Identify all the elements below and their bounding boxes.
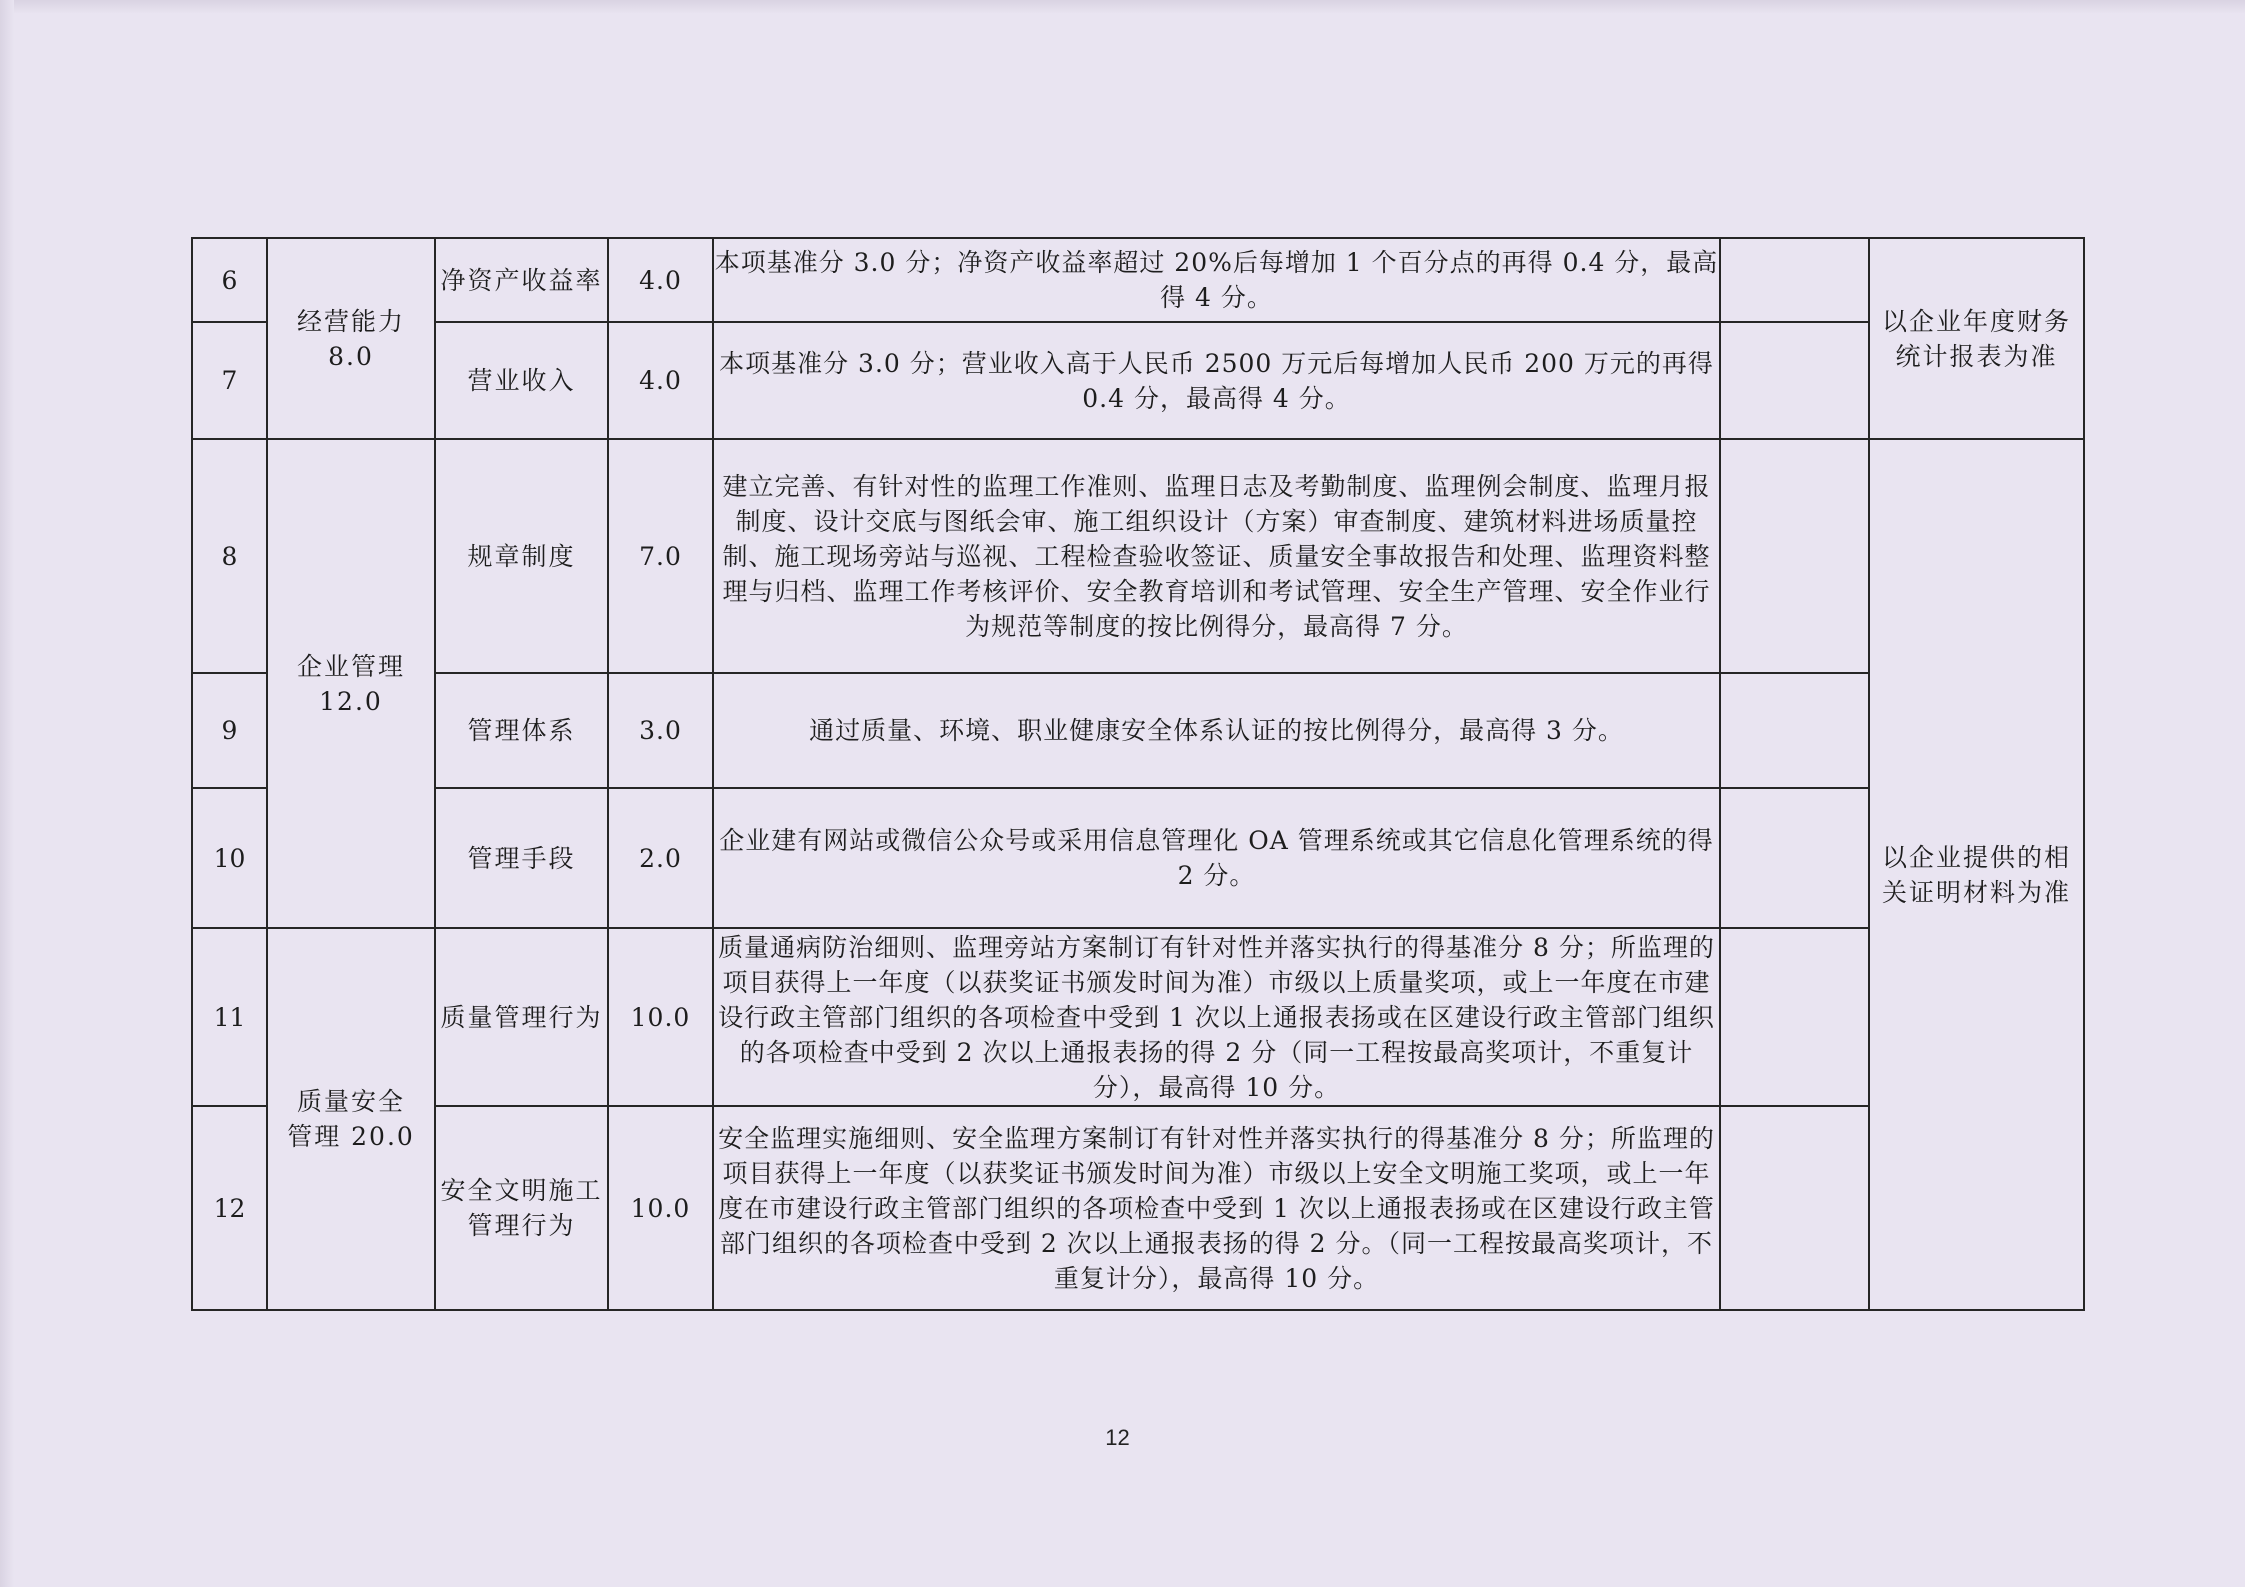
scan-edge-left (0, 0, 14, 1587)
row-number: 10 (192, 788, 267, 928)
page-number: 12 (1105, 1425, 1130, 1450)
item-score: 3.0 (608, 673, 713, 788)
item-score: 10.0 (608, 928, 713, 1106)
basis-cell: 以企业提供的相关证明材料为准 (1869, 439, 2084, 1310)
row-number: 11 (192, 928, 267, 1106)
category-name: 企业管理 (296, 651, 405, 681)
item-score: 4.0 (608, 238, 713, 322)
empty-cell (1720, 788, 1869, 928)
item-description: 质量通病防治细则、监理旁站方案制订有针对性并落实执行的得基准分 8 分；所监理的项目获得上一年度（以获奖证书颁发时间为准）市级以上质量奖项，或上一年度在市建设行政主管部门组织的各项检查中受到 1 次以上通报表扬或在区建设行政主管部门组织的各项检查中受到 2 次以上通报表扬的得 2 分（同一工程按最高奖项计，不重复计分），最高得 10 分。 (713, 928, 1720, 1106)
empty-cell (1720, 673, 1869, 788)
row-number: 9 (192, 673, 267, 788)
empty-cell (1720, 238, 1869, 322)
empty-cell (1720, 928, 1869, 1106)
item-name: 净资产收益率 (435, 238, 608, 322)
category-score: 8.0 (328, 341, 374, 371)
category-score: 管理 20.0 (287, 1122, 415, 1151)
item-name: 管理体系 (435, 673, 608, 788)
item-description: 本项基准分 3.0 分；营业收入高于人民币 2500 万元后每增加人民币 200 万元的再得 0.4 分，最高得 4 分。 (713, 322, 1720, 439)
empty-cell (1720, 1106, 1869, 1310)
row-number: 7 (192, 322, 267, 439)
category-name: 质量安全 (296, 1087, 405, 1116)
item-description: 本项基准分 3.0 分；净资产收益率超过 20%后每增加 1 个百分点的再得 0.4 分，最高得 4 分。 (713, 238, 1720, 322)
table-row (192, 788, 2084, 928)
item-description: 企业建有网站或微信公众号或采用信息管理化 OA 管理系统或其它信息化管理系统的得 2 分。 (713, 788, 1720, 928)
item-name: 质量管理行为 (435, 928, 608, 1106)
item-score: 2.0 (608, 788, 713, 928)
empty-cell (1720, 439, 1869, 673)
table-row (192, 928, 2084, 1106)
scan-edge-top (0, 0, 2245, 14)
row-number: 8 (192, 439, 267, 673)
table-row (192, 439, 2084, 673)
item-name: 安全文明施工管理行为 (435, 1106, 608, 1310)
table-row (192, 1106, 2084, 1310)
row-number: 12 (192, 1106, 267, 1310)
item-name: 营业收入 (435, 322, 608, 439)
table-row (192, 322, 2084, 439)
basis-cell: 以企业年度财务统计报表为准 (1869, 238, 2084, 439)
item-score: 10.0 (608, 1106, 713, 1310)
scoring-table (191, 237, 2085, 1311)
row-number: 6 (192, 238, 267, 322)
item-name: 管理手段 (435, 788, 608, 928)
category-score: 12.0 (319, 686, 383, 716)
category-cell (267, 928, 435, 1310)
table-row (192, 673, 2084, 788)
item-score: 7.0 (608, 439, 713, 673)
empty-cell (1720, 322, 1869, 439)
category-name: 经营能力 (296, 306, 405, 336)
item-description: 安全监理实施细则、安全监理方案制订有针对性并落实执行的得基准分 8 分；所监理的项目获得上一年度（以获奖证书颁发时间为准）市级以上安全文明施工奖项，或上一年度在市建设行政主管部门组织的各项检查中受到 1 次以上通报表扬或在区建设行政主管部门组织的各项检查中受到 2 次以上通报表扬的得 2 分。（同一工程按最高奖项计，不重复计分），最高得 10 分。 (713, 1106, 1720, 1310)
category-cell (267, 439, 435, 928)
item-score: 4.0 (608, 322, 713, 439)
item-name: 规章制度 (435, 439, 608, 673)
item-description: 建立完善、有针对性的监理工作准则、监理日志及考勤制度、监理例会制度、监理月报制度、设计交底与图纸会审、施工组织设计（方案）审查制度、建筑材料进场质量控制、施工现场旁站与巡视、工程检查验收签证、质量安全事故报告和处理、监理资料整理与归档、监理工作考核评价、安全教育培训和考试管理、安全生产管理、安全作业行为规范等制度的按比例得分，最高得 7 分。 (713, 439, 1720, 673)
item-description: 通过质量、环境、职业健康安全体系认证的按比例得分，最高得 3 分。 (713, 673, 1720, 788)
table-row (192, 238, 2084, 322)
category-cell (267, 238, 435, 439)
